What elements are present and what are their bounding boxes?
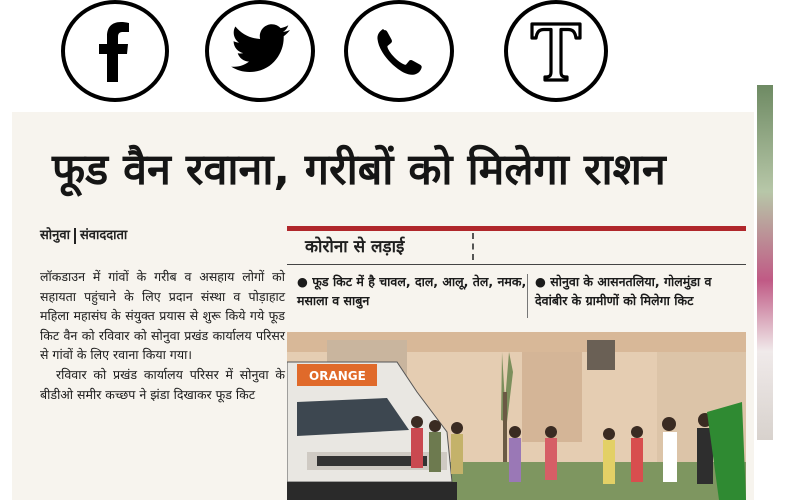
paragraph: रविवार को प्रखंड कार्यालय परिसर में सोनुवा के बीडीओ समीर कच्छप ने झंडा दिखाकर फूड किट — [40, 366, 285, 402]
byline-separator — [74, 228, 76, 244]
text-size-button[interactable] — [504, 0, 608, 102]
news-clipping — [12, 112, 754, 500]
headline: फूड वैन रवाना, गरीबों को मिलेगा राशन — [52, 145, 666, 195]
byline — [40, 225, 127, 244]
section-divider — [287, 264, 746, 265]
paragraph: लॉकडाउन में गांवों के गरीब व असहाय लोगों को सहायता पहुंचाने के लिए प्रदान संस्था व पोड़ाहाट महिला महासंघ के संयुक्त प्रयास से शुरू किये गये फूड किट वैन को रविवार को सोनुवा प्रखंड कार्यालय परिसर से गांवों के लिए रवाना किया गया। — [40, 269, 285, 363]
twitter-icon — [228, 23, 292, 79]
whatsapp-icon — [369, 21, 429, 81]
facebook-icon — [85, 16, 145, 86]
byline-place: सोनुवा — [40, 228, 70, 243]
byline-role: संवाददाता — [79, 228, 128, 243]
kicker-divider — [472, 233, 474, 260]
bullet-divider — [527, 274, 528, 318]
text-icon — [524, 16, 588, 86]
news-photo — [287, 332, 746, 500]
facebook-share-button[interactable] — [61, 0, 169, 102]
photo-illustration — [287, 332, 746, 500]
share-bar — [0, 0, 789, 112]
bullet-item: ● फूड किट में है चावल, दाल, आलू, तेल, नमक, मसाला व साबुन — [297, 274, 527, 308]
adjacent-photo-edge — [757, 85, 773, 440]
highlight-bullets — [292, 272, 746, 322]
twitter-share-button[interactable] — [205, 0, 315, 102]
kicker: कोरोना से लड़ाई — [305, 237, 405, 257]
bullet-item: ● सोनुवा के आसनतलिया, गोलमुंडा व देवांबीर के ग्रामीणों को मिलेगा किट — [535, 274, 712, 308]
svg-text:ORANGE: ORANGE — [309, 369, 366, 383]
accent-rule — [287, 226, 746, 231]
adjacent-page-edge — [754, 85, 789, 500]
article-body — [40, 267, 285, 404]
whatsapp-share-button[interactable] — [344, 0, 454, 102]
